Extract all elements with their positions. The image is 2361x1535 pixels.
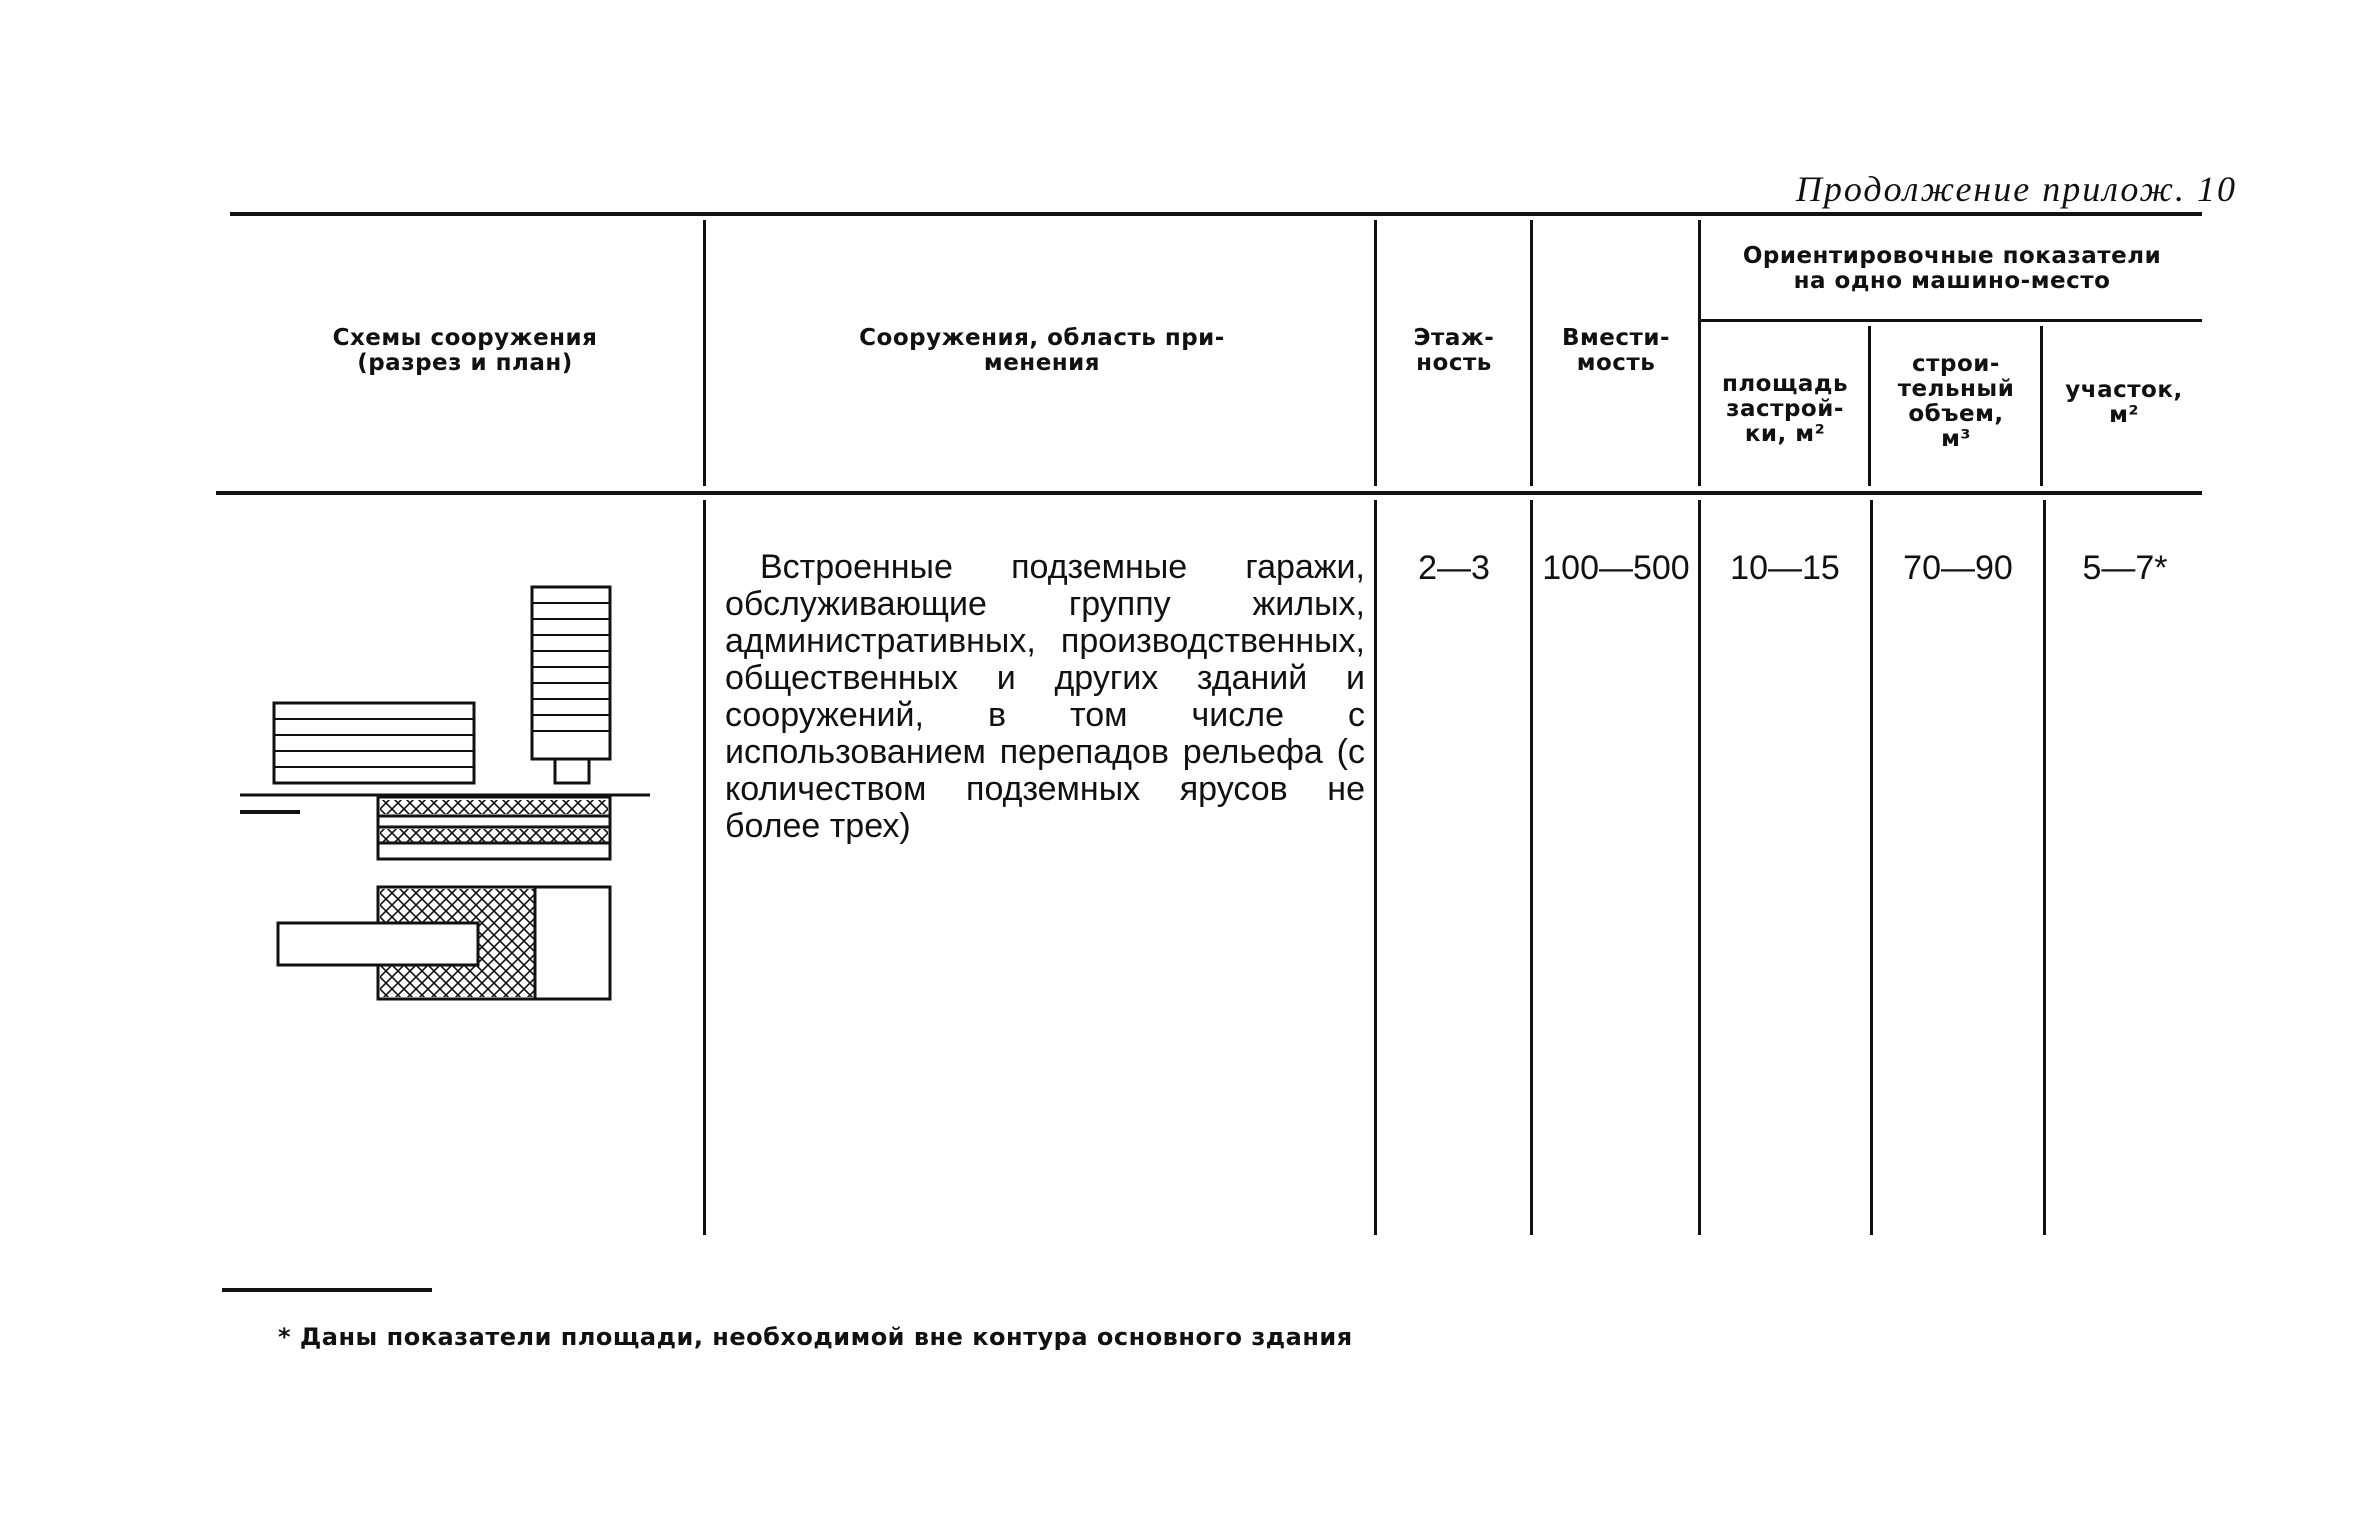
value-volume: 70—90	[1903, 549, 2013, 587]
value-plot: 5—7*	[2082, 549, 2168, 587]
col-divider-1-body	[703, 500, 706, 1235]
header-bottom-rule	[216, 491, 2202, 495]
col-divider-2-header	[1374, 220, 1377, 486]
structure-description: Встроенные подземные гаражи, обслуживающие группу жилых, административных, производственных, общественных и других зданий и сооружений, в том числе с использованием перепадов рельефа (с количеством подземных ярусов не более трех)	[725, 548, 1365, 845]
col-divider-6-body	[2043, 500, 2046, 1235]
table-top-rule	[230, 212, 2202, 216]
col-divider-1-header	[703, 220, 706, 486]
indicators-subrule	[1700, 319, 2202, 322]
header-capacity: Вмести- мость	[1561, 325, 1671, 376]
value-floors: 2—3	[1418, 549, 1490, 587]
col-divider-6-header	[2040, 326, 2043, 486]
structure-scheme-diagram	[230, 575, 660, 1015]
header-volume: строи- тельный объем, м³	[1897, 351, 2015, 452]
continuation-heading: Продолжение прилож. 10	[1795, 169, 2237, 209]
value-capacity: 100—500	[1542, 549, 1690, 587]
col-divider-4-header	[1698, 220, 1701, 486]
col-divider-5-header	[1868, 326, 1871, 486]
col-divider-4-body	[1698, 500, 1701, 1235]
col-divider-3-body	[1530, 500, 1533, 1235]
footnote-rule	[222, 1288, 432, 1292]
plan-view	[278, 887, 610, 999]
section-view	[240, 587, 650, 859]
header-structure: Сооружения, область при- менения	[859, 325, 1225, 376]
col-divider-5-body	[1870, 500, 1873, 1235]
header-indicators-group: Ориентировочные показатели на одно машино-место	[1742, 243, 2162, 294]
col-divider-2-body	[1374, 500, 1377, 1235]
header-area: площадь застрой- ки, м²	[1721, 371, 1849, 447]
header-floors: Этаж- ность	[1413, 325, 1495, 376]
footnote-text: * Даны показатели площади, необходимой вне контура основного здания	[278, 1323, 1353, 1351]
header-plot: участок, м²	[2065, 377, 2183, 428]
header-scheme: Схемы сооружения (разрез и план)	[332, 325, 598, 376]
col-divider-3-header	[1530, 220, 1533, 486]
value-area: 10—15	[1730, 549, 1840, 587]
